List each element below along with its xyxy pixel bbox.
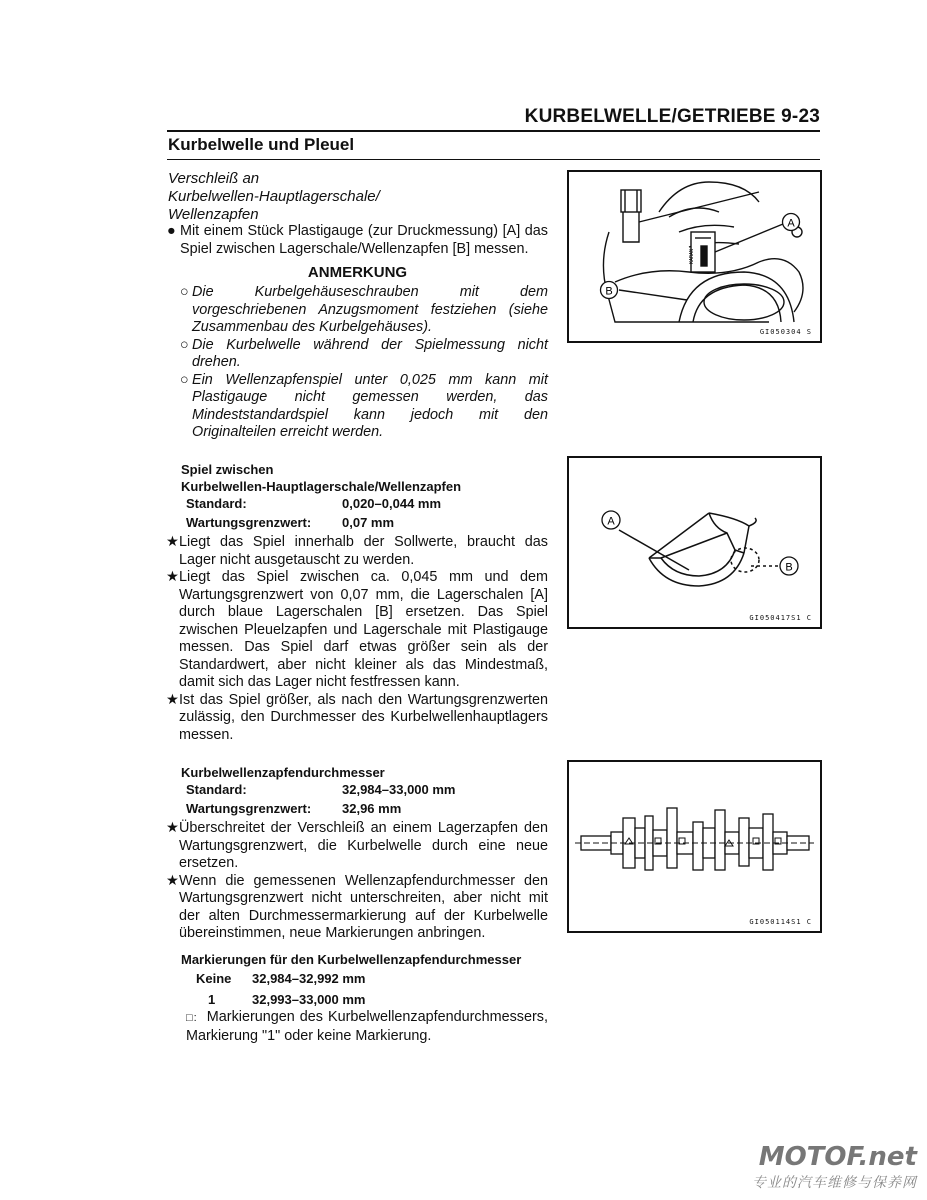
note-text: Die Kurbelwelle während der Spielmessung nicht drehen. — [192, 336, 548, 370]
star-item — [166, 569, 548, 692]
callout-a-label: A — [787, 217, 795, 230]
note-text: Die Kurbelgehäuseschrauben mit dem vorgeschriebenen Anzugsmoment festziehen (siehe Zusammenbau des Kurbelgehäuses). — [192, 284, 548, 335]
marking-symbol: Keine — [196, 971, 232, 986]
crankshaft-illustration — [569, 762, 820, 931]
bearing-shell-illustration — [569, 458, 820, 627]
star-icon: ★ — [166, 872, 179, 889]
star-item — [166, 692, 548, 745]
markings-title: Markierungen für den Kurbelwellenzapfendurchmesser — [181, 952, 522, 967]
markings-note-text: Markierungen des Kurbelwellenzapfendurchmessers, Markierung "1" oder keine Markierung. — [186, 1009, 548, 1044]
callout-b-label: B — [605, 285, 613, 298]
bolt-head — [621, 190, 641, 212]
header-rule — [167, 130, 820, 132]
circle-icon: ○ — [180, 336, 189, 353]
spec-value: 32,984–33,000 mm — [342, 782, 456, 797]
figure-crankshaft — [567, 760, 822, 933]
figure-code: GI050417S1 C — [749, 614, 812, 622]
star-list — [166, 534, 548, 744]
markings-note — [186, 1009, 548, 1045]
markings-row — [196, 989, 365, 1010]
marking-symbol: 1 — [208, 992, 216, 1007]
note-item — [180, 284, 548, 337]
spec-table — [186, 494, 441, 532]
subtitle-line: Wellenzapfen — [168, 206, 259, 223]
subsection-title — [168, 170, 380, 224]
note-item — [180, 372, 548, 442]
marking-value: 32,993–33,000 mm — [252, 992, 366, 1007]
star-text: Wenn die gemessenen Wellenzapfendurchmesser den Wartungsgrenzwert nicht unterschreiten, aber nicht mit der alten Durchmessermarkierung auf der Kurbelwelle übereinstimmen, neue Markierungen anbringen. — [179, 872, 548, 941]
site-tagline: 专业的汽车维修与保养网 — [752, 1174, 917, 1190]
star-item — [166, 820, 548, 873]
spec-value: 0,07 mm — [342, 515, 395, 530]
star-icon: ★ — [166, 534, 179, 550]
spec-title-line: Kurbelwellen-Hauptlagerschale/Wellenzapfen — [181, 479, 462, 494]
subtitle-line: Verschleiß an — [168, 170, 260, 187]
spec-title: Kurbelwellenzapfendurchmesser — [181, 765, 385, 780]
intro-text: Mit einem Stück Plastigauge (zur Druckmessung) [A] das Spiel zwischen Lagerschale/Wellenzapfen [B] messen. — [180, 223, 548, 257]
spec-row — [186, 513, 441, 532]
star-list — [166, 820, 548, 943]
square-icon: □: — [186, 1012, 197, 1024]
star-icon: ★ — [166, 569, 179, 585]
star-text: Liegt das Spiel zwischen ca. 0,045 mm und dem Wartungsgrenzwert von 0,07 mm, die Lagerschalen [A] durch blaue Lagerschalen [B] ersetzen. Das Spiel zwischen Pleuelzapfen und Lagerschale mit Plastigauge messen. Das Spiel darf etwas größer sein als der Standardwert, aber nicht kleiner als das Mindestmaß, damit sich das Lager nicht festfressen kann. — [179, 569, 548, 690]
spec-table — [186, 780, 455, 818]
callout-a-label: A — [607, 515, 615, 528]
spec-label: Wartungsgrenzwert: — [186, 801, 312, 816]
spec-row — [186, 799, 455, 818]
note-list — [180, 284, 548, 442]
spec-row — [186, 494, 441, 513]
strip-stamp: KARAN — [689, 248, 695, 264]
figure-plastigauge — [567, 170, 822, 343]
circle-icon: ○ — [180, 371, 189, 388]
circle-icon: ○ — [180, 284, 189, 300]
callout-b-label: B — [785, 561, 793, 574]
spec-value: 32,96 mm — [342, 801, 402, 816]
plastigauge-illustration — [569, 172, 820, 341]
spec-title-line: Spiel zwischen — [181, 462, 274, 477]
star-icon: ★ — [166, 691, 179, 708]
spec-label: Standard: — [186, 496, 247, 511]
site-logo: MOTOF.net — [758, 1142, 917, 1172]
star-item — [166, 873, 548, 943]
spec-row — [186, 780, 455, 799]
star-item — [166, 534, 548, 569]
subtitle-line: Kurbelwellen-Hauptlagerschale/ — [168, 188, 380, 205]
note-text: Ein Wellenzapfenspiel unter 0,025 mm kann mit Plastigauge nicht gemessen werden, das Mindeststandardspiel kann jedoch mit den Originalteilen erreicht werden. — [192, 371, 548, 440]
spec-title — [181, 461, 461, 495]
note-item — [180, 337, 548, 372]
figure-bearing-shell — [567, 456, 822, 629]
marking-value: 32,984–32,992 mm — [252, 971, 366, 986]
star-text: Überschreitet der Verschleiß an einem Lagerzapfen den Wartungsgrenzwert, die Kurbelwelle durch eine neue ersetzen. — [179, 820, 548, 871]
markings-table — [196, 968, 365, 1010]
figure-code: GI050114S1 C — [749, 918, 812, 926]
star-text: Ist das Spiel größer, als nach den Wartungsgrenzwerten zulässig, den Durchmesser des Kurbelwellenhauptlagers messen. — [179, 691, 548, 743]
page-header-title: KURBELWELLE/GETRIEBE 9-23 — [524, 106, 820, 127]
bullet-icon: ● — [167, 223, 176, 239]
section-rule — [167, 159, 820, 160]
figure-code: GI050304 S — [759, 328, 812, 336]
spec-value: 0,020–0,044 mm — [342, 496, 442, 511]
note-title: ANMERKUNG — [307, 264, 408, 281]
markings-row — [196, 968, 365, 989]
star-text: Liegt das Spiel innerhalb der Sollwerte, braucht das Lager nicht ausgetauscht zu werden. — [179, 534, 548, 568]
spec-label: Wartungsgrenzwert: — [186, 515, 312, 530]
star-icon: ★ — [166, 820, 179, 836]
intro-step — [167, 223, 548, 258]
section-title: Kurbelwelle und Pleuel — [168, 135, 355, 154]
spec-label: Standard: — [186, 782, 247, 797]
